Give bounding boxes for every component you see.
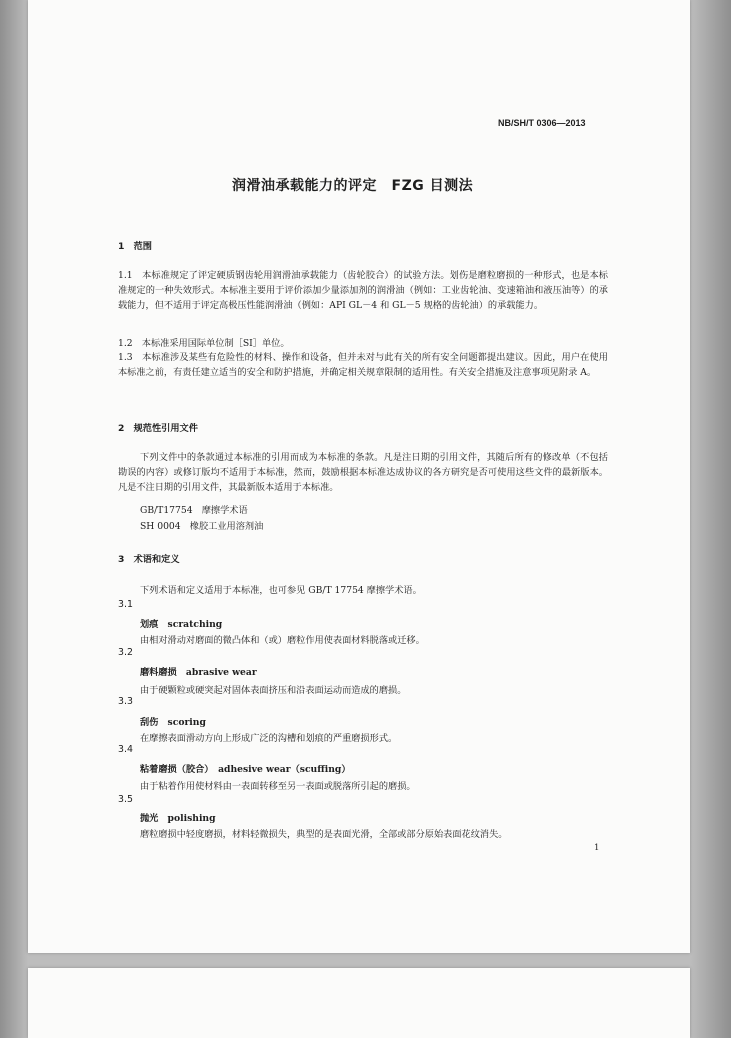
term-title: 抛光 polishing [140, 813, 216, 824]
section-1-2-paragraph: 1.2 本标准采用国际单位制［SI］单位。 [118, 338, 290, 349]
term-definition: 在摩擦表面滑动方向上形成广泛的沟槽和划痕的严重磨损形式。 [140, 733, 398, 744]
section-3-intro: 下列术语和定义适用于本标准，也可参见 GB/T 17754 摩擦学术语。 [140, 585, 422, 596]
term-title: 磨料磨损 abrasive wear [140, 667, 257, 678]
term-title: 粘着磨损（胶合） adhesive wear（scuffing） [140, 764, 351, 775]
term-definition: 由于硬颗粒或硬突起对固体表面挤压和沿表面运动而造成的磨损。 [140, 685, 407, 696]
document-page-2 [28, 968, 690, 1038]
section-3-heading: 3 术语和定义 [118, 554, 180, 565]
reference-item: GB/T17754 摩擦学术语 [140, 505, 248, 516]
term-number: 3.2 [118, 647, 133, 658]
section-1-1-paragraph: 1.1 本标准规定了评定硬质钢齿轮用润滑油承载能力（齿轮胶合）的试验方法。划伤是磨粒磨损的一种形式，也是本标准规定的一种失效形式。本标准主要用于评价添加少量添加剂的润滑油（例如：工业齿轮油、变速箱油和液压油等）的承载能力，但不适用于评定高极压性能润滑油（例如：API GL－4 和 GL－5 规格的齿轮油）的承载能力。 [118, 270, 608, 311]
term-number: 3.3 [118, 696, 133, 707]
term-definition: 由相对滑动对磨面的微凸体和（或）磨粒作用使表面材料脱落或迁移。 [140, 635, 425, 646]
section-2-heading: 2 规范性引用文件 [118, 423, 198, 434]
section-2-paragraph: 下列文件中的条款通过本标准的引用而成为本标准的条款。凡是注日期的引用文件，其随后所有的修改单（不包括勘误的内容）或修订版均不适用于本标准，然而，鼓励根据本标准达成协议的各方研究是否可使用这些文件的最新版本。凡是不注日期的引用文件，其最新版本适用于本标准。 [118, 452, 608, 493]
page-title: 润滑油承载能力的评定 FZG 目测法 [232, 178, 474, 194]
term-definition: 由于粘着作用使材料由一表面转移至另一表面或脱落所引起的磨损。 [140, 781, 416, 792]
standard-code: NB/SH/T 0306—2013 [498, 118, 586, 128]
term-definition: 磨粒磨损中轻度磨损，材料轻微损失，典型的是表面光滑，全部或部分原始表面花纹消失。 [140, 829, 508, 840]
term-number: 3.4 [118, 744, 133, 755]
term-number: 3.1 [118, 599, 133, 610]
term-title: 划痕 scratching [140, 619, 223, 630]
document-page-1 [28, 0, 690, 953]
term-number: 3.5 [118, 794, 133, 805]
section-1-3-paragraph: 1.3 本标准涉及某些有危险性的材料、操作和设备，但并未对与此有关的所有安全问题都提出建议。因此，用户在使用本标准之前，有责任建立适当的安全和防护措施，并确定相关规章限制的适用性。有关安全措施及注意事项见附录 A。 [118, 352, 608, 378]
section-1-heading: 1 范围 [118, 241, 152, 252]
page-number: 1 [594, 843, 600, 853]
term-title: 刮伤 scoring [140, 717, 206, 728]
reference-item: SH 0004 橡胶工业用溶剂油 [140, 521, 264, 532]
